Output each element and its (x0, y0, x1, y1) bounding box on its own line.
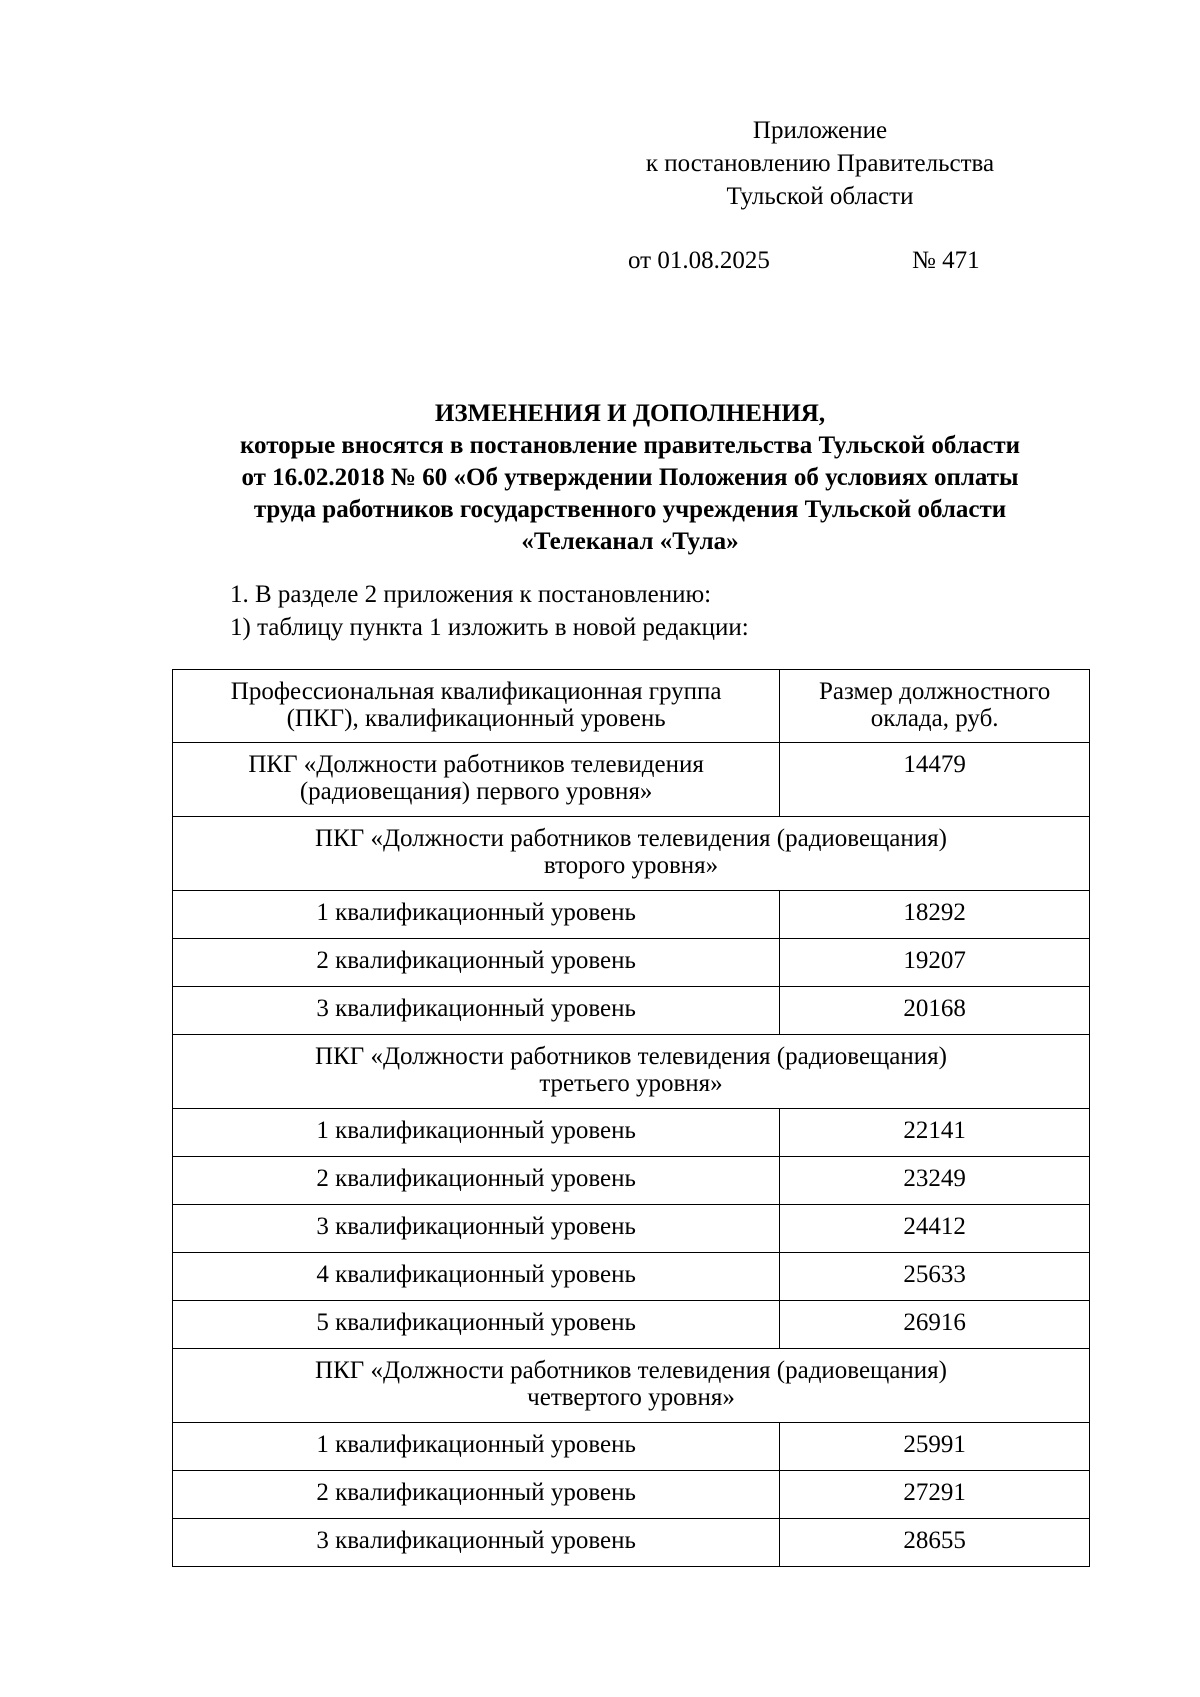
level-cell: 2 квалификационный уровень (173, 939, 780, 987)
table-row (173, 1519, 1090, 1567)
header-group-line-1: Профессиональная квалификационная группа (230, 678, 722, 705)
pkg4-group-title-cell (173, 1349, 1090, 1423)
salary-cell: 20168 (780, 987, 1090, 1035)
appendix-block (600, 114, 1040, 213)
header-salary-line-1: Размер должностного (818, 678, 1051, 705)
resolution-date: от 01.08.2025 (628, 247, 770, 274)
level-cell: 1 квалификационный уровень (173, 891, 780, 939)
heading-line-1: ИЗМЕНЕНИЯ И ДОПОЛНЕНИЯ, (434, 400, 826, 427)
salary-cell: 19207 (780, 939, 1090, 987)
heading-line-2: которые вносятся в постановление правительства Тульской области (239, 432, 1021, 459)
resolution-number: № 471 (912, 247, 980, 274)
table-row (173, 1301, 1090, 1349)
level-cell: 5 квалификационный уровень (173, 1301, 780, 1349)
salary-cell: 25633 (780, 1253, 1090, 1301)
document-heading (160, 398, 1100, 558)
table-row (173, 1157, 1090, 1205)
salary-cell: 28655 (780, 1519, 1090, 1567)
salary-cell: 24412 (780, 1205, 1090, 1253)
paragraph-2: 1) таблицу пункта 1 изложить в новой редакции: (230, 614, 749, 641)
paragraph-1: 1. В разделе 2 приложения к постановлению: (230, 581, 712, 608)
appendix-title: Приложение (752, 117, 888, 144)
pkg2-group-row (173, 817, 1090, 891)
pkg2-group-title-line-1: ПКГ «Должности работников телевидения (радиовещания) (315, 825, 947, 852)
salary-cell: 18292 (780, 891, 1090, 939)
pkg1-value-cell: 14479 (780, 743, 1090, 817)
level-cell: 3 квалификационный уровень (173, 987, 780, 1035)
table-row (173, 891, 1090, 939)
salary-cell: 23249 (780, 1157, 1090, 1205)
header-group-cell (173, 670, 780, 743)
pkg1-row (173, 743, 1090, 817)
salary-cell: 25991 (780, 1423, 1090, 1471)
table-row (173, 1423, 1090, 1471)
level-cell: 3 квалификационный уровень (173, 1205, 780, 1253)
level-cell: 3 квалификационный уровень (173, 1519, 780, 1567)
pkg2-group-title-line-2: второго уровня» (543, 852, 719, 879)
table-row (173, 1253, 1090, 1301)
salary-table (172, 669, 1090, 1567)
pkg4-group-title-line-1: ПКГ «Должности работников телевидения (радиовещания) (315, 1357, 947, 1384)
level-cell: 1 квалификационный уровень (173, 1423, 780, 1471)
level-cell: 1 квалификационный уровень (173, 1109, 780, 1157)
heading-line-5: «Телеканал «Тула» (521, 528, 739, 555)
salary-cell: 26916 (780, 1301, 1090, 1349)
pkg4-group-title-line-2: четвертого уровня» (527, 1384, 735, 1411)
salary-cell: 22141 (780, 1109, 1090, 1157)
table-row (173, 987, 1090, 1035)
heading-line-3: от 16.02.2018 № 60 «Об утверждении Положения об условиях оплаты (241, 464, 1019, 491)
table-row (173, 1205, 1090, 1253)
header-salary-line-2: оклада, руб. (870, 705, 999, 732)
level-cell: 4 квалификационный уровень (173, 1253, 780, 1301)
pkg4-group-row (173, 1349, 1090, 1423)
pkg1-title-line-1: ПКГ «Должности работников телевидения (248, 751, 704, 778)
pkg3-group-title-cell (173, 1035, 1090, 1109)
pkg1-title-cell (173, 743, 780, 817)
pkg3-group-row (173, 1035, 1090, 1109)
pkg3-group-title-line-1: ПКГ «Должности работников телевидения (радиовещания) (315, 1043, 947, 1070)
table-row (173, 939, 1090, 987)
level-cell: 2 квалификационный уровень (173, 1471, 780, 1519)
pkg1-title-line-2: (радиовещания) первого уровня» (299, 778, 653, 805)
appendix-reference: к постановлению Правительства (645, 150, 995, 177)
table-header-row (173, 670, 1090, 743)
salary-cell: 27291 (780, 1471, 1090, 1519)
header-group-line-2: (ПКГ), квалификационный уровень (286, 705, 666, 732)
pkg3-group-title-line-2: третьего уровня» (539, 1070, 723, 1097)
table-row (173, 1471, 1090, 1519)
header-salary-cell (780, 670, 1090, 743)
pkg2-group-title-cell (173, 817, 1090, 891)
level-cell: 2 квалификационный уровень (173, 1157, 780, 1205)
table-row (173, 1109, 1090, 1157)
appendix-region: Тульской области (726, 183, 914, 210)
heading-line-4: труда работников государственного учреждения Тульской области (253, 496, 1007, 523)
